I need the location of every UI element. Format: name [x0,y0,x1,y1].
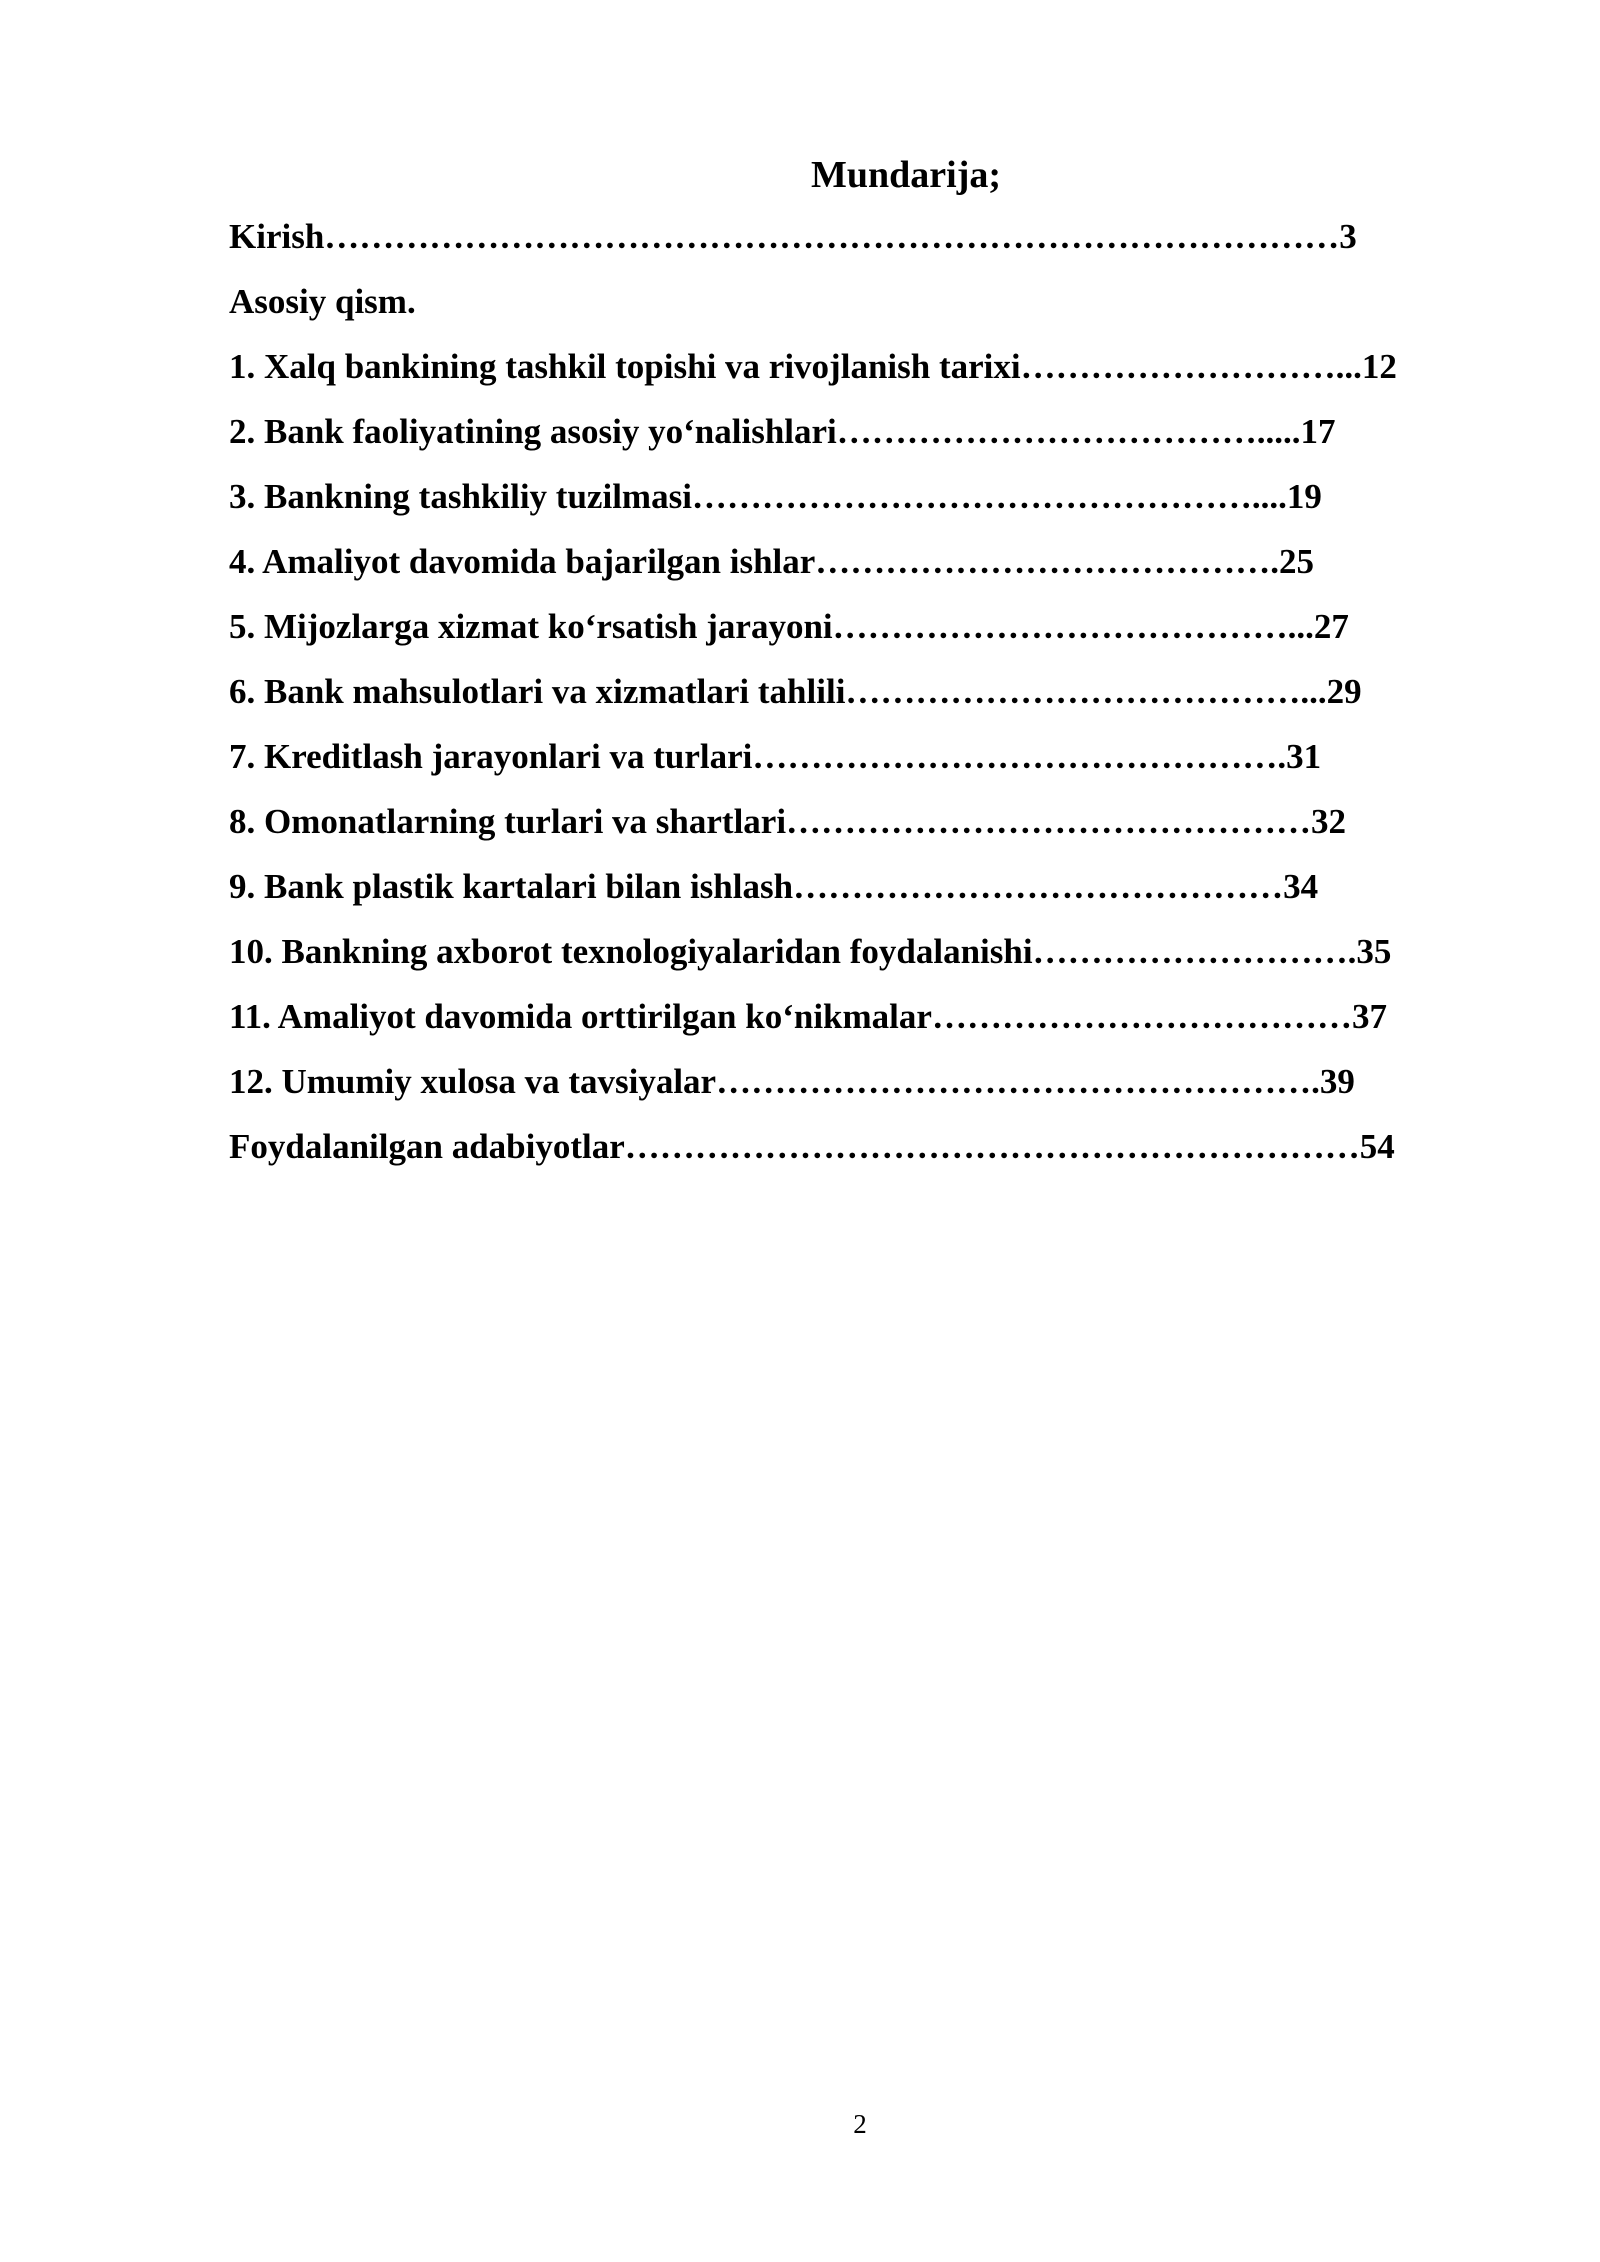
toc-entry: 1. Xalq bankining tashkil topishi va rivojlanish tarixi………………………...12 [229,347,1397,386]
toc-entry-references: Foydalanilgan adabiyotlar………………………………………………………54 [229,1127,1395,1166]
toc-entry: 11. Amaliyot davomida orttirilgan ko‘nikmalar………………………………37 [229,997,1387,1036]
toc-entry: 3. Bankning tashkiliy tuzilmasi…………………………………………....19 [229,477,1322,516]
toc-entry-main-part: Asosiy qism. [229,282,416,321]
toc-list [229,214,1487,1189]
toc-entry: 5. Mijozlarga xizmat ko‘rsatish jarayoni…………………………………...27 [229,607,1349,646]
page-number: 2 [853,2109,867,2139]
toc-entry: 4. Amaliyot davomida bajarilgan ishlar………………………………….25 [229,542,1315,581]
toc-entry: 9. Bank plastik kartalari bilan ishlash……………………………………34 [229,867,1319,906]
toc-entry: 8. Omonatlarning turlari va shartlari………………………………………32 [229,802,1347,841]
toc-entry: 6. Bank mahsulotlari va xizmatlari tahlili…………………………………...29 [229,672,1362,711]
toc-entry-introduction: Kirish……………………………………………………………………………3 [229,217,1357,256]
toc-entry: 7. Kreditlash jarayonlari va turlari……………………………………….31 [229,737,1322,776]
toc-entry: 12. Umumiy xulosa va tavsiyalar…………………………………………….39 [229,1062,1355,1101]
toc-entry: 2. Bank faoliyatining asosiy yo‘nalishlari……………………………….....17 [229,412,1336,451]
toc-title: Mundarija; [811,154,1001,196]
toc-entry: 10. Bankning axborot texnologiyalaridan foydalanishi……………………….35 [229,932,1392,971]
